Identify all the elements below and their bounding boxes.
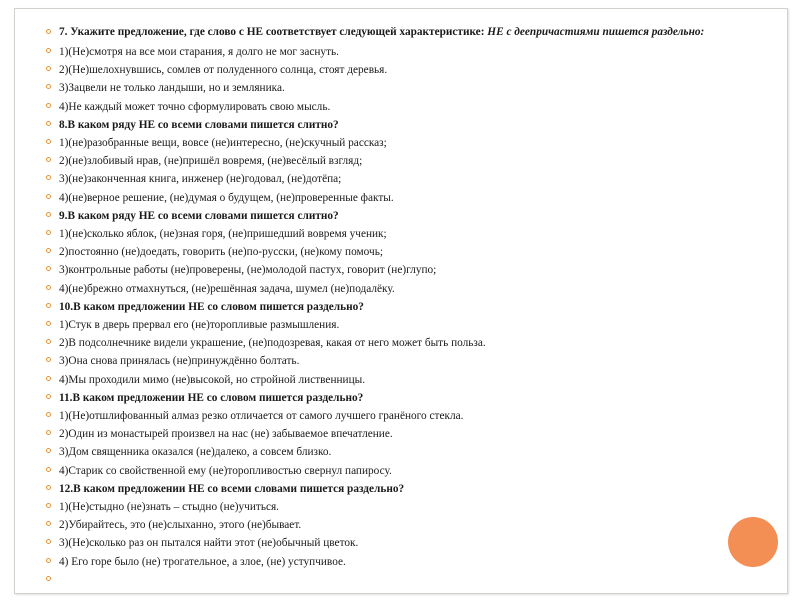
line-text: НЕ с деепричастиями пишется раздельно: <box>487 26 705 38</box>
bullet-icon <box>46 321 51 326</box>
bullet-icon <box>46 394 51 399</box>
bullet-icon <box>46 121 51 126</box>
line-text: 4)Старик со свойственной ему (не)торопливостью свернул папиросу. <box>59 464 392 477</box>
decorative-orange-circle <box>728 517 778 567</box>
line-text: 8.В каком ряду НЕ со всеми словами пишется слитно? <box>59 118 339 131</box>
question-heading <box>59 207 787 225</box>
answer-option <box>59 371 787 389</box>
line-text: 2)(Не)шелохнувшись, сомлев от полуденного солнца, стоят деревья. <box>59 64 388 77</box>
question-heading <box>59 25 787 40</box>
answer-option <box>59 516 787 534</box>
answer-option <box>59 261 787 279</box>
line-text: 3)Дом священника оказался (не)далеко, а совсем близко. <box>59 446 332 459</box>
line-text: 4)Мы проходили мимо (не)высокой, но стройной лиственницы. <box>59 373 366 386</box>
line-text: 4) Его горе было (не) трогательное, а злое, (не) уступчивое. <box>59 555 346 568</box>
line-text: 4)(не)брежно отмахнуться, (не)решённая задача, шумел (не)подалёку. <box>59 282 395 295</box>
answer-option <box>59 498 787 516</box>
bullet-icon <box>46 285 51 290</box>
bullet-icon <box>46 48 51 53</box>
line-text: 1)(Не)смотря на все мои старания, я долго не мог заснуть. <box>59 46 339 58</box>
answer-option <box>59 407 787 425</box>
bullet-icon <box>46 248 51 253</box>
answer-option <box>59 352 787 370</box>
bullet-icon <box>46 376 51 381</box>
answer-option <box>59 316 787 334</box>
answer-option <box>59 243 787 261</box>
line-text: 10.В каком предложении НЕ со словом пишется раздельно? <box>59 300 364 313</box>
line-text: 2)В подсолнечнике видели украшение, (не)подозревая, какая от него может быть польза. <box>59 337 486 350</box>
bullet-icon <box>46 212 51 217</box>
line-text: 3)(Не)сколько раз он пытался найти этот (не)обычный цветок. <box>59 537 359 550</box>
line-text: 2)постоянно (не)доедать, говорить (не)по-русски, (не)кому помочь; <box>59 246 383 259</box>
line-text: 2)Один из монастырей произвел на нас (не) забываемое впечатление. <box>59 428 393 441</box>
bullet-icon <box>46 103 51 108</box>
line-text: 1)(Не)стыдно (не)знать – стыдно (не)учиться. <box>59 501 280 514</box>
line-text: 3)Она снова принялась (не)принуждённо болтать. <box>59 355 300 368</box>
answer-option <box>59 61 787 79</box>
question-heading <box>59 480 787 498</box>
answer-option <box>59 134 787 152</box>
bullet-icon <box>46 412 51 417</box>
answer-option <box>59 534 787 552</box>
line-text: 11.В каком предложении НЕ со словом пишется раздельно? <box>59 391 364 404</box>
bullet-icon <box>46 139 51 144</box>
line-text: 9.В каком ряду НЕ со всеми словами пишется слитно? <box>59 209 339 222</box>
bullet-icon <box>46 339 51 344</box>
bullet-icon <box>46 503 51 508</box>
line-text: 3)(не)законченная книга, инженер (не)годовал, (не)дотёпа; <box>59 173 342 186</box>
bullet-icon <box>46 84 51 89</box>
bullet-icon <box>46 357 51 362</box>
question-heading <box>59 389 787 407</box>
line-text: 1)(не)сколько яблок, (не)зная горя, (не)пришедший вовремя ученик; <box>59 228 387 241</box>
answer-option <box>59 443 787 461</box>
answer-option <box>59 98 787 116</box>
answer-option <box>59 189 787 207</box>
bullet-icon <box>46 266 51 271</box>
line-text: 3)контрольные работы (не)проверены, (не)молодой пастух, говорит (не)глупо; <box>59 264 437 277</box>
bullet-icon <box>46 66 51 71</box>
answer-option <box>59 79 787 97</box>
bullet-icon <box>46 467 51 472</box>
bullet-icon <box>46 448 51 453</box>
bullet-icon <box>46 303 51 308</box>
bullet-icon <box>46 157 51 162</box>
answer-option <box>59 462 787 480</box>
answer-option <box>59 553 787 571</box>
line-text: 7. Укажите предложение, где слово с НЕ соответствует следующей характеристике: <box>59 26 488 38</box>
bullet-icon <box>46 576 51 581</box>
answer-option <box>59 225 787 243</box>
bullet-icon <box>46 230 51 235</box>
bullet-icon <box>46 175 51 180</box>
line-text: 1)Стук в дверь прервал его (не)торопливые размышления. <box>59 319 340 332</box>
bullet-icon <box>46 430 51 435</box>
bullet-icon <box>46 485 51 490</box>
line-text: 1)(не)разобранные вещи, вовсе (не)интересно, (не)скучный рассказ; <box>59 137 387 150</box>
bullet-icon <box>46 194 51 199</box>
answer-option <box>59 170 787 188</box>
answer-option <box>59 425 787 443</box>
bullet-icon <box>46 558 51 563</box>
answer-option <box>59 280 787 298</box>
question-heading <box>59 116 787 134</box>
line-text: 12.В каком предложении НЕ со всеми словами пишется раздельно? <box>59 482 405 495</box>
line-text: 2)Убирайтесь, это (не)слыханно, этого (не)бывает. <box>59 519 302 532</box>
slide-content-list <box>59 25 787 571</box>
slide-frame <box>14 8 788 594</box>
line-text: 4)(не)верное решение, (не)думая о будущем, (не)проверенные факты. <box>59 191 394 204</box>
bullet-icon <box>46 29 51 34</box>
line-text: 3)Зацвели не только ландыши, но и земляника. <box>59 82 285 95</box>
answer-option <box>59 334 787 352</box>
line-text: 4)Не каждый может точно сформулировать свою мысль. <box>59 100 331 113</box>
line-text: 1)(Не)отшлифованный алмаз резко отличается от самого лучшего гранёного стекла. <box>59 410 464 423</box>
bullet-icon <box>46 521 51 526</box>
question-heading <box>59 298 787 316</box>
line-text: 2)(не)злобивый нрав, (не)пришёл вовремя, (не)весёлый взгляд; <box>59 155 363 168</box>
answer-option <box>59 43 787 61</box>
answer-option <box>59 152 787 170</box>
bullet-icon <box>46 539 51 544</box>
